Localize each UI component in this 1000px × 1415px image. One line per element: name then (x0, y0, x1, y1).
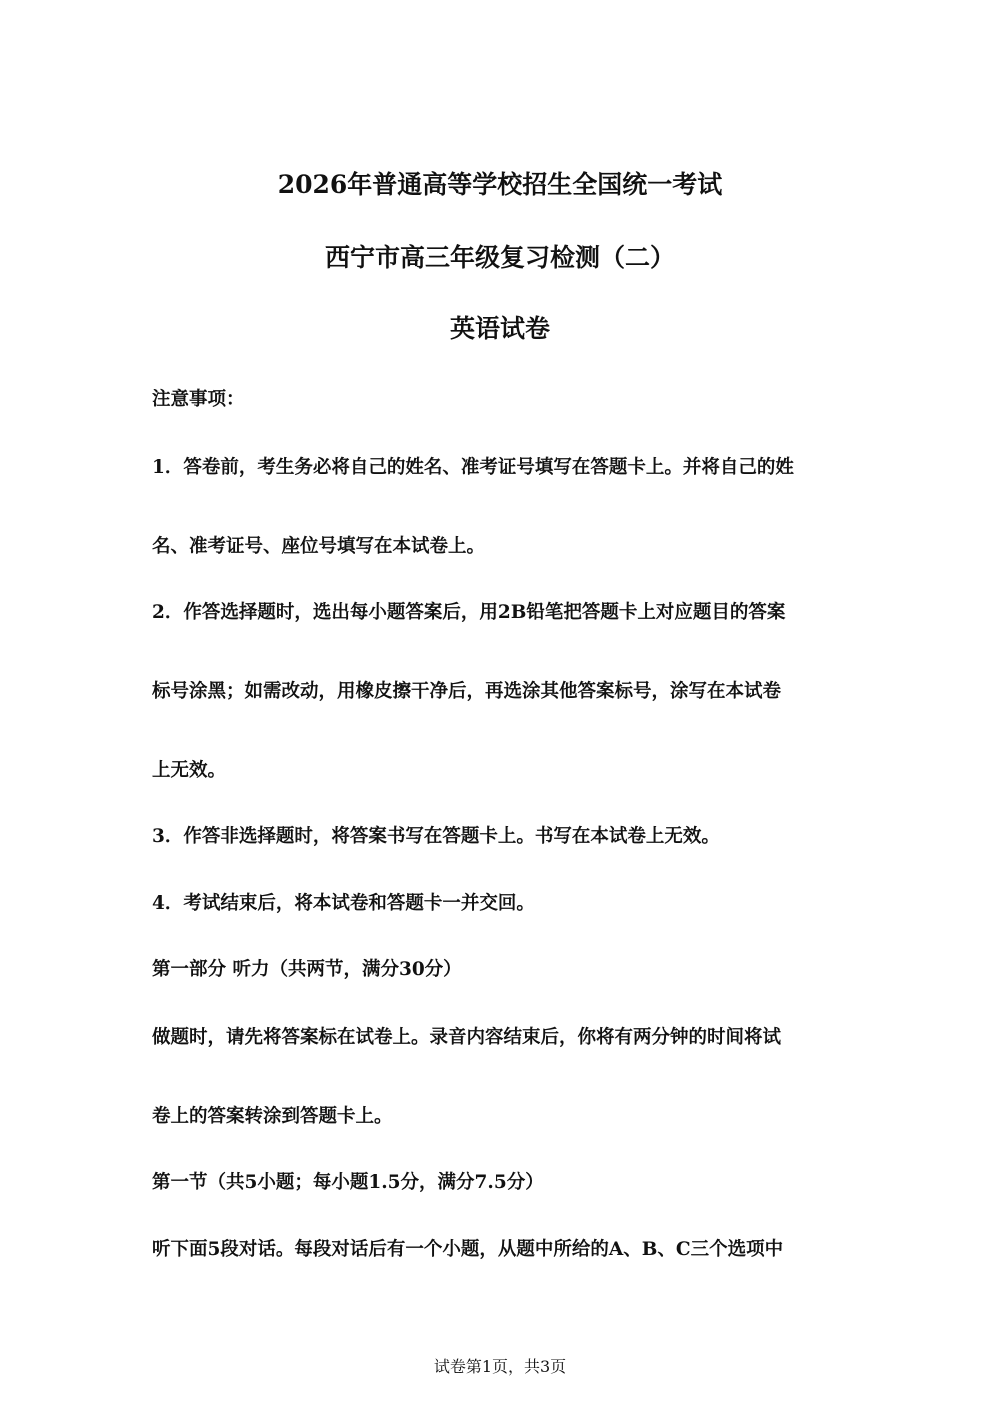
part-1-heading: 第一部分 听力（共两节，满分30分） (152, 959, 462, 980)
subject-title: 英语试卷 (449, 314, 550, 343)
part-1-instruction-line-1: 做题时，请先将答案标在试卷上。录音内容结束后，你将有两分钟的时间将试 (152, 1027, 782, 1048)
notice-item-1-line-1: 1．答卷前，考生务必将自己的姓名、准考证号填写在答题卡上。并将自己的姓 (152, 457, 794, 478)
notice-item-2-line-1: 2．作答选择题时，选出每小题答案后，用2B铅笔把答题卡上对应题目的答案 (152, 602, 786, 623)
notice-item-2-line-2: 标号涂黑；如需改动，用橡皮擦干净后，再选涂其他答案标号，涂写在本试卷 (152, 681, 782, 702)
notice-item-2-line-3: 上无效。 (152, 760, 227, 781)
notice-item-3: 3．作答非选择题时，将答案书写在答题卡上。书写在本试卷上无效。 (152, 826, 720, 847)
notice-item-1-line-2: 名、准考证号、座位号填写在本试卷上。 (152, 536, 486, 557)
part-1-instruction-line-2: 卷上的答案转涂到答题卡上。 (152, 1106, 393, 1127)
exam-subtitle: 西宁市高三年级复习检测（二） (324, 243, 675, 272)
notice-item-4: 4．考试结束后，将本试卷和答题卡一并交回。 (152, 893, 535, 914)
notice-heading: 注意事项： (152, 389, 245, 410)
page-footer: 试卷第1页，共3页 (433, 1357, 567, 1376)
exam-title: 2026年普通高等学校招生全国统一考试 (277, 170, 723, 199)
section-1-instruction-line-1: 听下面5段对话。每段对话后有一个小题，从题中所给的A、B、C三个选项中 (152, 1239, 784, 1260)
section-1-heading: 第一节（共5小题；每小题1.5分，满分7.5分） (152, 1172, 544, 1193)
